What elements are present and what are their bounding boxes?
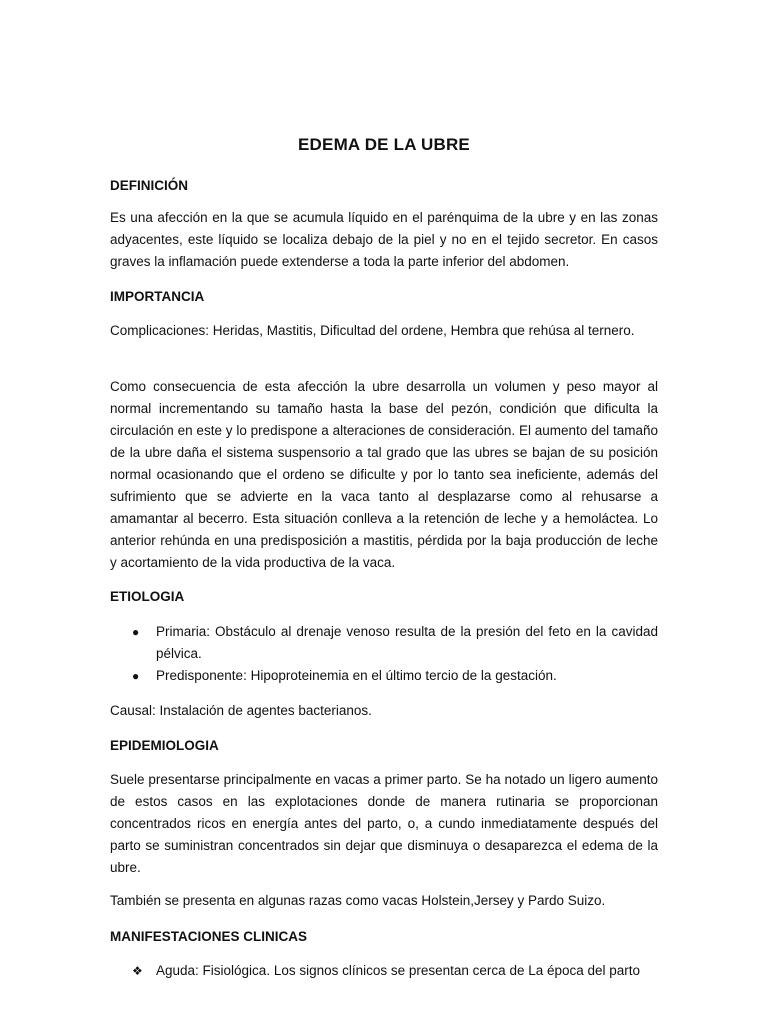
document-title: EDEMA DE LA UBRE xyxy=(298,135,470,154)
heading-epidemiologia: EPIDEMIOLOGIA xyxy=(110,738,219,753)
paragraph-epidemiologia: Suele presentarse principalmente en vacas a primer parto. Se ha notado un ligero aumento de estos casos en las explotaciones donde de manera rutinaria se proporcionan concentrados ricos en energía antes del parto, o, a cundo inmediatamente después del parto se suministran concentrados sin dejar que disminuya o desaparezca el edema de la ubre. xyxy=(110,772,658,875)
heading-manifestaciones: MANIFESTACIONES CLINICAS xyxy=(110,929,308,944)
bullet-dot-icon: ● xyxy=(132,625,140,639)
heading-importancia: IMPORTANCIA xyxy=(110,289,205,304)
list-item-text: Aguda: Fisiológica. Los signos clínicos se presentan cerca de La época del parto xyxy=(156,963,641,978)
paragraph-causal: Causal: Instalación de agentes bacterianos. xyxy=(110,703,372,718)
manifestaciones-list xyxy=(110,960,658,982)
diamond-bullet-icon: ❖ xyxy=(132,964,143,978)
paragraph-razas: También se presenta en algunas razas como vacas Holstein,Jersey y Pardo Suizo. xyxy=(110,893,606,908)
etiologia-list xyxy=(110,621,658,687)
list-item xyxy=(110,621,658,665)
heading-definicion: DEFINICIÓN xyxy=(110,178,189,193)
heading-etiologia: ETIOLOGIA xyxy=(110,589,185,604)
paragraph-definicion: Es una afección en la que se acumula líquido en el parénquima de la ubre y en las zonas adyacentes, este líquido se localiza debajo de la piel y no en el tejido secretor. En casos graves la inflamación puede extenderse a toda la parte inferior del abdomen. xyxy=(110,210,658,269)
list-item-text: Predisponente: Hipoproteinemia en el último tercio de la gestación. xyxy=(156,668,557,683)
paragraph-consecuencia: Como consecuencia de esta afección la ubre desarrolla un volumen y peso mayor al normal incrementando su tamaño hasta la base del pezón, condición que dificulta la circulación en este y lo predispone a alteraciones de consideración. El aumento del tamaño de la ubre daña el sistema suspensorio a tal grado que las ubres se bajan de su posición normal ocasionando que el ordeno se dificulte y por lo tanto sea ineficiente, además del sufrimiento que se advierte en la vaca tanto al desplazarse como al rehusarse a amamantar al becerro. Esta situación conlleva a la retención de leche y a hemoláctea. Lo anterior rehúnda en una predisposición a mastitis, pérdida por la baja producción de leche y acortamiento de la vida productiva de la vaca. xyxy=(110,379,658,570)
bullet-dot-icon: ● xyxy=(132,669,140,683)
list-item xyxy=(110,665,658,687)
list-item xyxy=(110,960,658,982)
list-item-text: Primaria: Obstáculo al drenaje venoso resulta de la presión del feto en la cavidad pélvica. xyxy=(156,624,658,661)
paragraph-complicaciones: Complicaciones: Heridas, Mastitis, Dificultad del ordene, Hembra que rehúsa al ternero. xyxy=(110,323,635,338)
